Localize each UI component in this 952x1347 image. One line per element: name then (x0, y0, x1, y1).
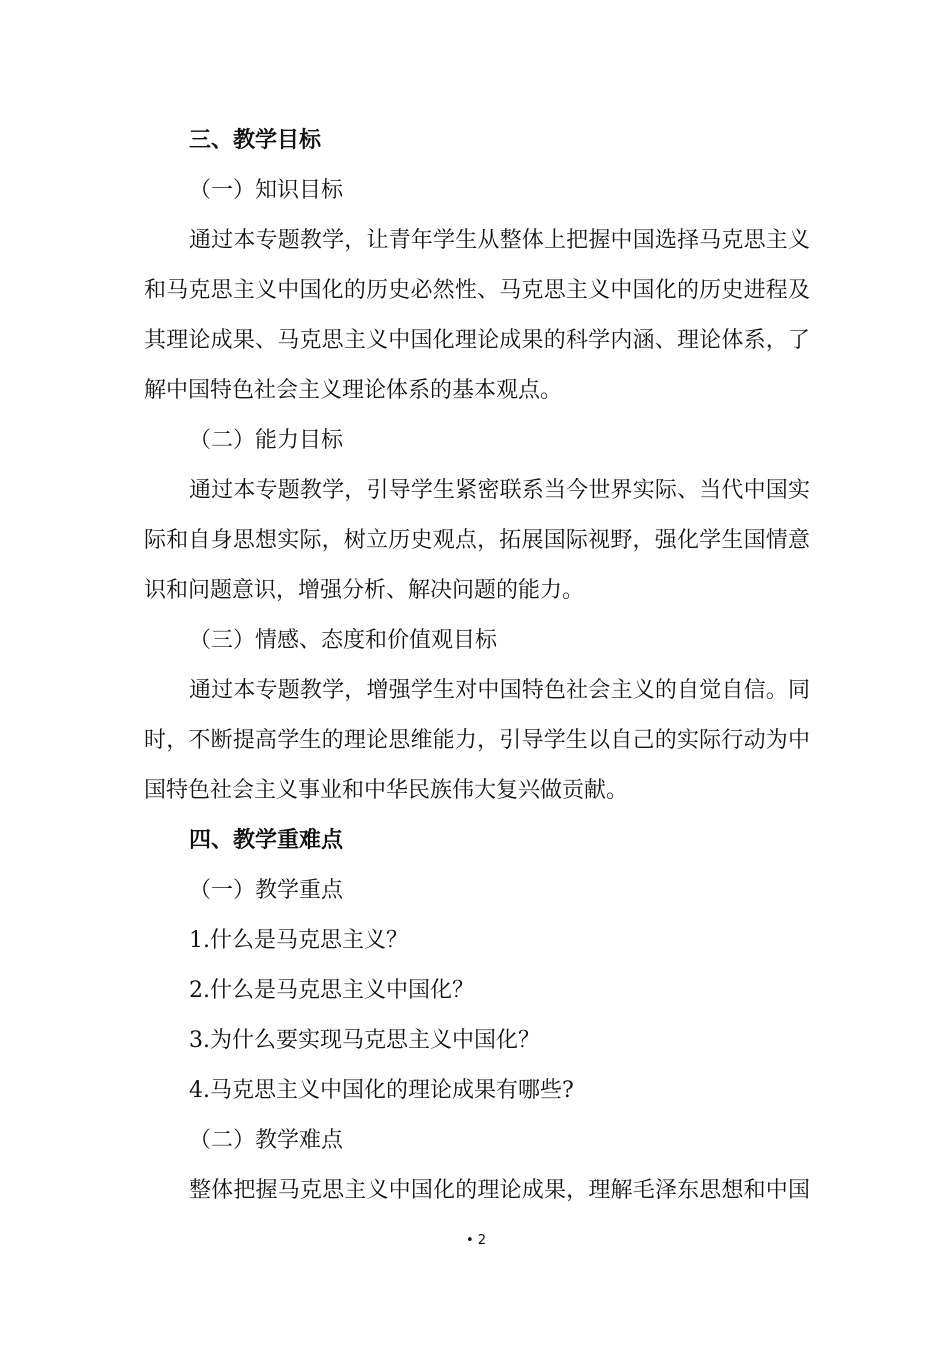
subsection-title-ability: （二）能力目标 (189, 428, 344, 453)
paragraph-line: 整体把握马克思主义中国化的理论成果，理解毛泽东思想和中国 (189, 1178, 810, 1203)
list-item: 2.什么是马克思主义中国化？ (189, 978, 474, 1003)
paragraph-line: 时，不断提高学生的理论思维能力，引导学生以自己的实际行动为中 (144, 728, 810, 753)
list-item: 3.为什么要实现马克思主义中国化？ (189, 1028, 540, 1053)
paragraph-line: 解中国特色社会主义理论体系的基本观点。 (144, 378, 563, 403)
subsection-title-knowledge: （一）知识目标 (189, 178, 344, 203)
paragraph-line: 通过本专题教学，增强学生对中国特色社会主义的自觉自信。同 (189, 678, 810, 703)
subsection-title-values: （三）情感、态度和价值观目标 (189, 628, 498, 653)
paragraph-line: 和马克思主义中国化的历史必然性、马克思主义中国化的历史进程及 (144, 278, 810, 303)
section-heading-key-points: 四、教学重难点 (189, 828, 344, 853)
paragraph-line: 识和问题意识，增强分析、解决问题的能力。 (144, 578, 585, 603)
paragraph-line: 际和自身思想实际，树立历史观点，拓展国际视野，强化学生国情意 (144, 528, 810, 553)
subsection-title-focus: （一）教学重点 (189, 878, 344, 903)
list-item: 4.马克思主义中国化的理论成果有哪些? (189, 1078, 574, 1103)
page-number: • 2 (466, 1233, 487, 1248)
paragraph-line: 国特色社会主义事业和中华民族伟大复兴做贡献。 (144, 778, 629, 803)
paragraph-line: 通过本专题教学，让青年学生从整体上把握中国选择马克思主义 (189, 228, 810, 253)
subsection-title-difficulty: （二）教学难点 (189, 1128, 344, 1153)
paragraph-line: 其理论成果、马克思主义中国化理论成果的科学内涵、理论体系，了 (144, 328, 810, 353)
paragraph-line: 通过本专题教学，引导学生紧密联系当今世界实际、当代中国实 (189, 478, 810, 503)
list-item: 1.什么是马克思主义？ (189, 928, 408, 953)
section-heading-teaching-objectives: 三、教学目标 (189, 128, 322, 153)
